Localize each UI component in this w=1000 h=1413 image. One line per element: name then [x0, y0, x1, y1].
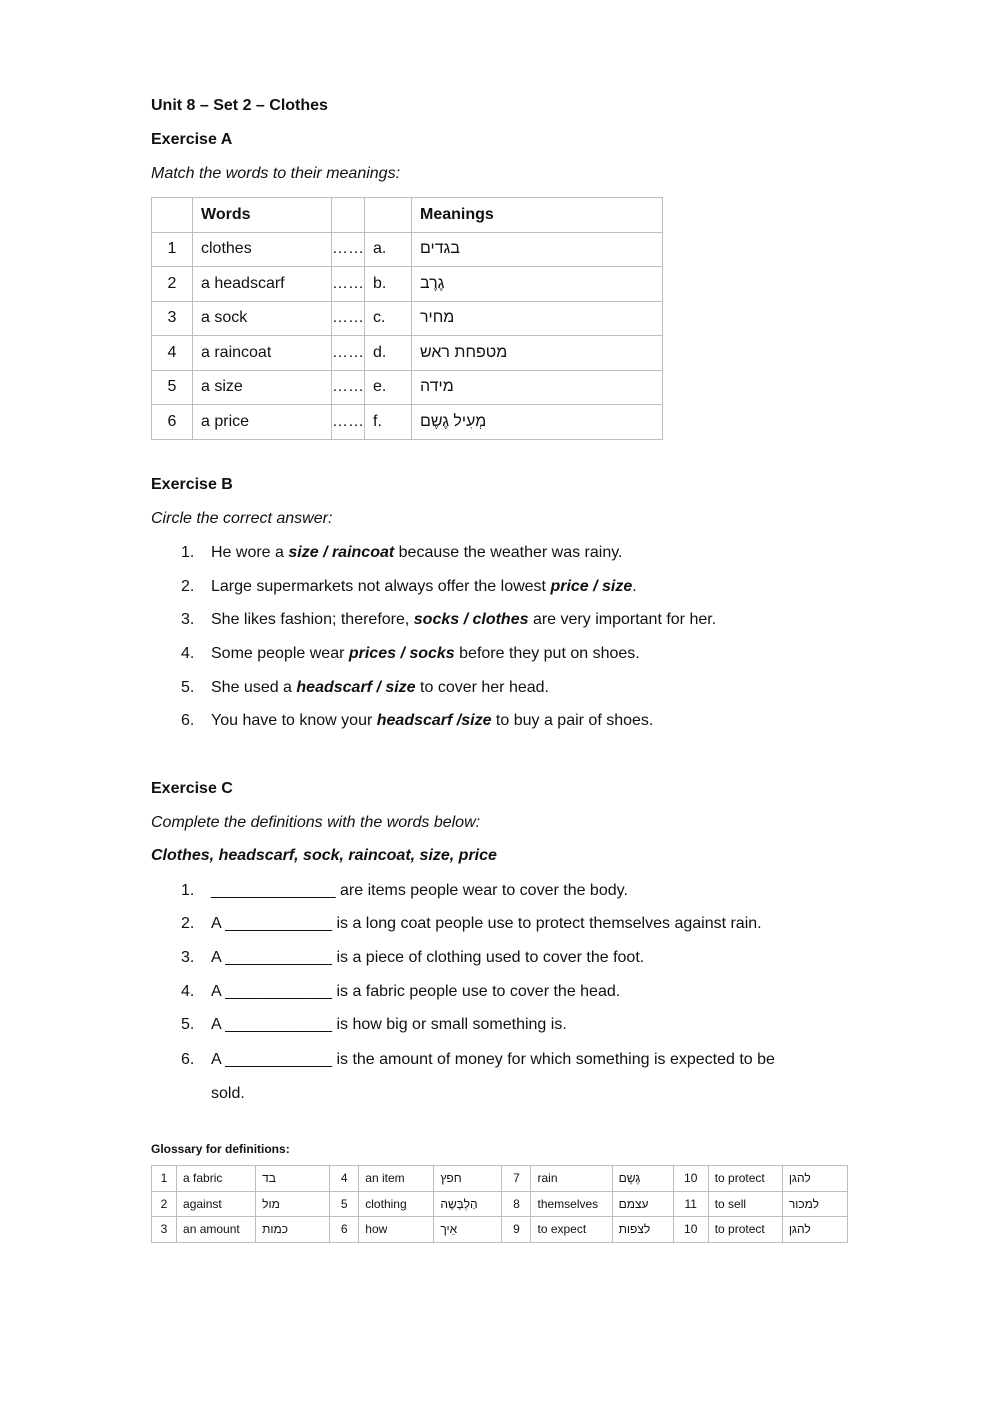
question-number: 1. — [181, 544, 195, 561]
exercise-a-instruction: Match the words to their meanings: — [151, 165, 401, 182]
glossary-english: a fabric — [177, 1166, 256, 1192]
answer-choices[interactable]: prices / socks — [348, 645, 455, 662]
glossary-number: 3 — [152, 1217, 177, 1243]
definition-text[interactable]: A ____________ is the amount of money for which something is expected to be — [211, 1051, 775, 1068]
glossary-row — [152, 1217, 848, 1243]
glossary-english: themselves — [531, 1191, 612, 1217]
row-meaning: מְעִיל גֶשֶם — [412, 405, 663, 440]
glossary-english: how — [359, 1217, 434, 1243]
definition-item — [181, 915, 762, 933]
row-letter: c. — [365, 301, 412, 336]
question-number: 2. — [181, 578, 195, 595]
exercise-a-heading: Exercise A — [151, 131, 233, 148]
glossary-heading: Glossary for definitions: — [151, 1142, 290, 1156]
row-letter: f. — [365, 405, 412, 440]
row-letter: d. — [365, 336, 412, 371]
row-word: a headscarf — [193, 267, 332, 302]
row-meaning: מחיר — [412, 301, 663, 336]
glossary-english: to protect — [708, 1217, 782, 1243]
header-blank-num — [152, 198, 193, 233]
question-number: 5. — [181, 679, 195, 696]
definition-item — [181, 1051, 775, 1069]
row-number: 6 — [152, 405, 193, 440]
row-number: 2 — [152, 267, 193, 302]
glossary-hebrew: לצפות — [612, 1217, 673, 1243]
definition-number: 4. — [181, 983, 195, 1000]
glossary-number: 1 — [152, 1166, 177, 1192]
glossary-english: to expect — [531, 1217, 612, 1243]
header-meanings: Meanings — [412, 198, 663, 233]
question-text: He wore a — [211, 544, 289, 561]
question-item — [181, 611, 716, 629]
answer-blank[interactable]: …… — [332, 301, 365, 336]
definition-number: 1. — [181, 882, 195, 899]
glossary-number: 9 — [502, 1217, 531, 1243]
definition-item — [181, 949, 644, 967]
row-word: clothes — [193, 232, 332, 267]
glossary-number: 10 — [673, 1166, 708, 1192]
glossary-hebrew: עצמם — [612, 1191, 673, 1217]
question-text: She likes fashion; therefore, — [211, 611, 414, 628]
glossary-number: 5 — [330, 1191, 359, 1217]
glossary-number: 7 — [502, 1166, 531, 1192]
table-header-row — [152, 198, 663, 233]
question-text: to cover her head. — [415, 679, 549, 696]
glossary-english: rain — [531, 1166, 612, 1192]
row-meaning: מטפחת ראש — [412, 336, 663, 371]
answer-blank[interactable]: …… — [332, 336, 365, 371]
question-text: She used a — [211, 679, 297, 696]
row-number: 4 — [152, 336, 193, 371]
definition-text[interactable]: A ____________ is a piece of clothing used to cover the foot. — [211, 949, 645, 966]
answer-choices[interactable]: headscarf /size — [376, 712, 492, 729]
question-number: 3. — [181, 611, 195, 628]
glossary-english: an item — [359, 1166, 434, 1192]
header-blank-dots — [332, 198, 365, 233]
question-text: Large supermarkets not always offer the lowest — [211, 578, 551, 595]
definition-number: 6. — [181, 1051, 195, 1068]
answer-blank[interactable]: …… — [332, 405, 365, 440]
question-text: You have to know your — [211, 712, 377, 729]
definition-item — [181, 983, 620, 1001]
glossary-hebrew: בד — [256, 1166, 330, 1192]
question-text: before they put on shoes. — [454, 645, 640, 662]
glossary-table — [151, 1165, 848, 1243]
glossary-english: clothing — [359, 1191, 434, 1217]
glossary-english: an amount — [177, 1217, 256, 1243]
question-text: Some people wear — [211, 645, 349, 662]
glossary-row — [152, 1191, 848, 1217]
table-row — [152, 336, 663, 371]
row-word: a raincoat — [193, 336, 332, 371]
table-row — [152, 232, 663, 267]
question-text: to buy a pair of shoes. — [491, 712, 654, 729]
answer-choices[interactable]: size / raincoat — [288, 544, 395, 561]
row-word: a sock — [193, 301, 332, 336]
glossary-english: to sell — [708, 1191, 782, 1217]
question-item — [181, 645, 640, 663]
row-meaning: בגדים — [412, 232, 663, 267]
word-bank: Clothes, headscarf, sock, raincoat, size, price — [151, 847, 497, 864]
exercise-c-instruction: Complete the definitions with the words below: — [151, 814, 481, 831]
table-row — [152, 405, 663, 440]
table-row — [152, 370, 663, 405]
definition-text[interactable]: A ____________ is a long coat people use to protect themselves against rain. — [211, 915, 762, 932]
glossary-hebrew: כמות — [256, 1217, 330, 1243]
question-item — [181, 712, 653, 730]
exercise-b-heading: Exercise B — [151, 476, 233, 493]
answer-choices[interactable]: price / size — [550, 578, 633, 595]
row-number: 5 — [152, 370, 193, 405]
answer-blank[interactable]: …… — [332, 267, 365, 302]
matching-table — [151, 197, 663, 440]
row-number: 3 — [152, 301, 193, 336]
header-blank-letter — [365, 198, 412, 233]
question-item — [181, 578, 637, 596]
glossary-english: against — [177, 1191, 256, 1217]
row-number: 1 — [152, 232, 193, 267]
glossary-number: 4 — [330, 1166, 359, 1192]
exercise-b-instruction: Circle the correct answer: — [151, 510, 333, 527]
glossary-row — [152, 1166, 848, 1192]
page-title: Unit 8 – Set 2 – Clothes — [151, 97, 328, 114]
glossary-number: 10 — [673, 1217, 708, 1243]
question-item — [181, 544, 622, 562]
definition-text[interactable]: ______________ are items people wear to cover the body. — [211, 882, 628, 899]
glossary-number: 8 — [502, 1191, 531, 1217]
row-word: a price — [193, 405, 332, 440]
answer-choices[interactable]: socks / clothes — [413, 611, 529, 628]
question-text: because the weather was rainy. — [394, 544, 623, 561]
definition-item — [181, 1016, 567, 1034]
glossary-hebrew: גֶשֶם — [612, 1166, 673, 1192]
glossary-english: to protect — [708, 1166, 782, 1192]
question-text: are very important for her. — [528, 611, 717, 628]
glossary-hebrew: אֵיך — [434, 1217, 502, 1243]
question-item — [181, 679, 549, 697]
definition-number: 5. — [181, 1016, 195, 1033]
table-row — [152, 301, 663, 336]
glossary-hebrew: למכור — [782, 1191, 847, 1217]
glossary-hebrew: מול — [256, 1191, 330, 1217]
row-word: a size — [193, 370, 332, 405]
definition-number: 2. — [181, 915, 195, 932]
definition-continuation: sold. — [211, 1085, 245, 1102]
definition-item — [181, 882, 628, 900]
header-words: Words — [193, 198, 332, 233]
answer-blank[interactable]: …… — [332, 370, 365, 405]
question-number: 4. — [181, 645, 195, 662]
answer-choices[interactable]: headscarf / size — [296, 679, 416, 696]
question-text: . — [632, 578, 637, 595]
definition-number: 3. — [181, 949, 195, 966]
glossary-hebrew: הַלְבָּשָה — [434, 1191, 502, 1217]
definition-text[interactable]: A ____________ is a fabric people use to cover the head. — [211, 983, 621, 1000]
glossary-hebrew: להגן — [782, 1217, 847, 1243]
row-letter: a. — [365, 232, 412, 267]
table-row — [152, 267, 663, 302]
glossary-number: 11 — [673, 1191, 708, 1217]
row-letter: b. — [365, 267, 412, 302]
row-meaning: מידה — [412, 370, 663, 405]
glossary-hebrew: חפץ — [434, 1166, 502, 1192]
question-number: 6. — [181, 712, 195, 729]
glossary-hebrew: להגן — [782, 1166, 847, 1192]
answer-blank[interactable]: …… — [332, 232, 365, 267]
definition-text[interactable]: A ____________ is how big or small something is. — [211, 1016, 567, 1033]
row-meaning: גֶרֶב — [412, 267, 663, 302]
glossary-number: 6 — [330, 1217, 359, 1243]
row-letter: e. — [365, 370, 412, 405]
glossary-number: 2 — [152, 1191, 177, 1217]
exercise-c-heading: Exercise C — [151, 780, 233, 797]
